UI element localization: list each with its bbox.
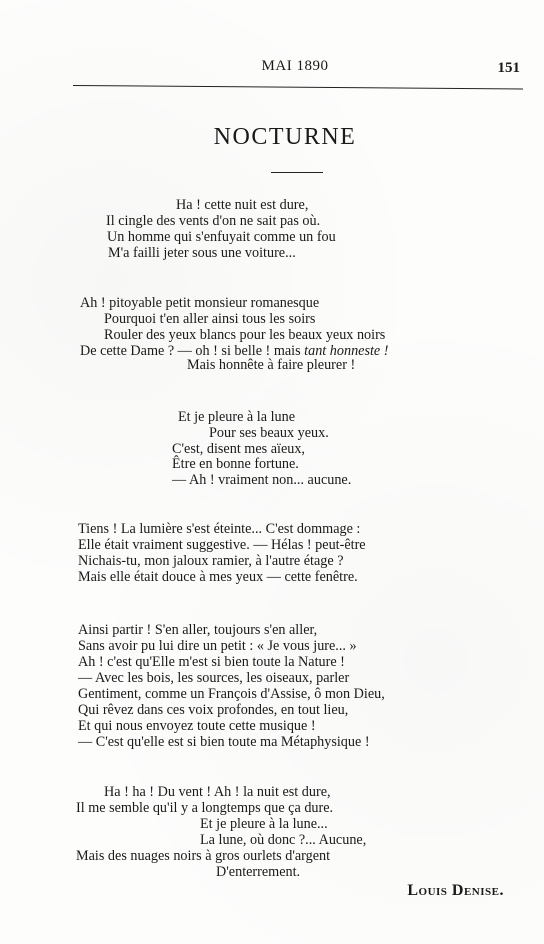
poem-title: NOCTURNE [213,124,357,150]
poem-line: Qui rêvez dans ces voix profondes, en tout lieu, [78,702,349,718]
poem-line: Pourquoi t'en aller ainsi tous les soirs [104,311,316,327]
poem-line: Mais des nuages noirs à gros ourlets d'argent [76,848,331,864]
poem-line: Et je pleure à la lune [178,409,295,425]
poem-line: Nichais-tu, mon jaloux ramier, à l'autre étage ? [78,553,344,569]
poem-line: — C'est qu'elle est si bien toute ma Métaphysique ! [78,734,370,750]
poem-line: Et qui nous envoyez toute cette musique ! [78,718,316,734]
poem-line: Ah ! c'est qu'Elle m'est si bien toute la Nature ! [78,654,345,670]
title-rule [271,172,323,173]
italic-phrase: tant honneste ! [304,343,389,359]
poem-line: Être en bonne fortune. [172,456,299,472]
poem-line: Tiens ! La lumière s'est éteinte... C'est dommage : [78,521,361,537]
poem-line: Ha ! cette nuit est dure, [176,197,309,213]
poem-line: Il me semble qu'il y a longtemps que ça dure. [76,800,334,816]
poem-line: Mais elle était douce à mes yeux — cette fenêtre. [78,569,358,585]
running-title: MAI 1890 [261,58,329,74]
poem-line: Il cingle des vents d'on ne sait pas où. [106,213,321,229]
poem-line: M'a failli jeter sous une voiture... [108,245,296,261]
poem-line: Un homme qui s'enfuyait comme un fou [107,229,336,245]
author-signature: Louis Denise. [407,882,504,899]
poem-line: Rouler des yeux blancs pour les beaux yeux noirs [104,327,386,343]
line-text: De cette Dame ? — oh ! si belle ! mais [80,343,301,359]
running-header [60,58,520,80]
poem-line: C'est, disent mes aïeux, [172,441,305,457]
poem-line: D'enterrement. [216,864,301,880]
poem-line: Sans avoir pu lui dire un petit : « Je vous jure... » [78,638,357,654]
poem-line: Et je pleure à la lune... [200,816,328,832]
poem-line: Gentiment, comme un François d'Assise, ô mon Dieu, [78,686,385,702]
poem-line: Pour ses beaux yeux. [209,425,329,441]
poem-line: — Ah ! vraiment non... aucune. [172,472,352,488]
poem-line: Ha ! ha ! Du vent ! Ah ! la nuit est dure, [104,784,331,800]
poem-line: La lune, où donc ?... Aucune, [200,832,367,848]
poem-line: Elle était vraiment suggestive. — Hélas ! peut-être [78,537,366,553]
header-rule [73,85,523,90]
page-number: 151 [497,60,520,76]
poem-line: — Avec les bois, les sources, les oiseaux, parler [78,670,350,686]
poem-line: Mais honnête à faire pleurer ! [187,357,356,373]
poem-line: Ainsi partir ! S'en aller, toujours s'en aller, [78,622,318,638]
poem-line: Ah ! pitoyable petit monsieur romanesque [80,295,320,311]
